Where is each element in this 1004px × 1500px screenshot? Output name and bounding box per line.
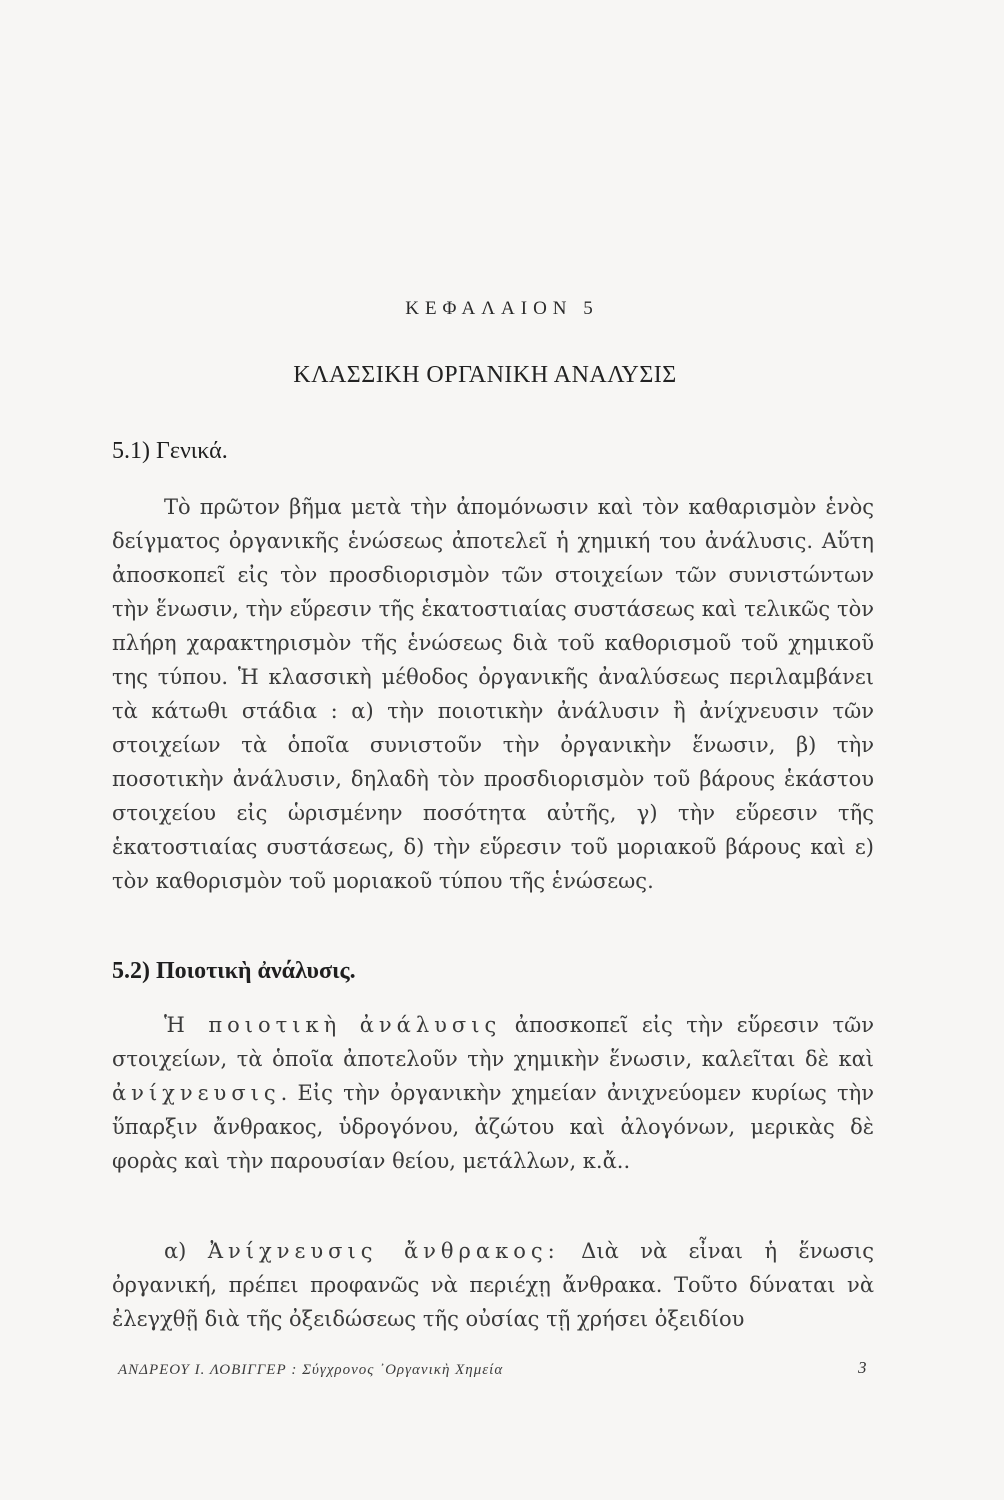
term-anichneusis: ἀνίχνευσις xyxy=(112,1081,281,1105)
section-5-2-paragraph xyxy=(112,1008,874,1178)
chapter-label: ΚΕΦΑΛΑΙΟΝ 5 xyxy=(405,298,599,319)
subsection-label: α) xyxy=(164,1239,208,1263)
section-5-1-paragraph: Τὸ πρῶτον βῆμα μετὰ τὴν ἀπομόνωσιν καὶ τὸν καθαρισμὸν ἑνὸς δείγματος ὀργανικῆς ἑνώσεως ἀποτελεῖ ἡ χημική του ἀνάλυσις. Αὕτη ἀποσκοπεῖ εἰς τὸν προσδιορισμὸν τῶν στοιχείων τῶν συνιστώντων τὴν ἕνωσιν, τὴν εὕρεσιν τῆς ἑκατοστιαίας συστάσεως καὶ τελικῶς τὸν πλήρη χαρακτηρισμὸν τῆς ἑνώσεως διὰ τοῦ καθορισμοῦ τοῦ χημικοῦ της τύπου. Ἡ κλασσικὴ μέθοδος ὀργανικῆς ἀναλύσεως περιλαμβάνει τὰ κάτωθι στάδια : α) τὴν ποιοτικὴν ἀνάλυσιν ἢ ἀνίχνευσιν τῶν στοιχείων τὰ ὁποῖα συνιστοῦν τὴν ὀργανικὴν ἕνωσιν, β) τὴν ποσοτικὴν ἀνάλυσιν, δηλαδὴ τὸν προσδιορισμὸν τοῦ βάρους ἑκάστου στοιχείου εἰς ὡρισμένην ποσότητα αὐτῆς, γ) τὴν εὕρεσιν τῆς ἑκατοστιαίας συστάσεως, δ) τὴν εὕρεσιν τοῦ μοριακοῦ βάρους καὶ ε) τὸν καθορισμὸν τοῦ μοριακοῦ τύπου τῆς ἑνώσεως. xyxy=(112,495,874,893)
section-heading-5-2: 5.2) Ποιοτικὴ ἀνάλυσις. xyxy=(112,958,356,984)
term-poiotiki-analysis: Ἡ ποιοτικὴ ἀνάλυσις xyxy=(164,1013,502,1037)
subsection-carbon-paragraph xyxy=(112,1234,874,1336)
subsection-text: Διὰ νὰ εἶναι ἡ ἕνωσις ὀργανική, πρέπει προφανῶς νὰ περιέχῃ ἄνθρακα. Τοῦτο δύναται νὰ ἐλεγχθῇ διὰ τῆς ὀξειδώσεως τῆς οὐσίας τῇ χρήσει ὀξειδίου xyxy=(112,1239,874,1331)
paragraph-text-part-2: . Εἰς τὴν ὀργανικὴν χημείαν ἀνιχνεύομεν κυρίως τὴν ὕπαρξιν ἄνθρακος, ὑδρογόνου, ἀζώτου καὶ ἀλογόνων, μερικὰς δὲ φορὰς καὶ τὴν παρουσίαν θείου, μετάλλων, κ.ἄ.. xyxy=(112,1081,874,1173)
page-number: 3 xyxy=(858,1358,867,1377)
paragraph-text-part-1: ἀποσκοπεῖ εἰς τὴν εὕρεσιν τῶν στοιχείων, τὰ ὁποῖα ἀποτελοῦν τὴν χημικὴν ἕνωσιν, καλεῖται δὲ καὶ xyxy=(112,1013,874,1071)
running-footer-title: ΑΝΔΡΕΟΥ Ι. ΛΟΒΙΓΓΕΡ : Σύγχρονος ᾿Οργανικὴ Χημεία xyxy=(118,1362,504,1378)
chapter-title: ΚΛΑΣΣΙΚΗ ΟΡΓΑΝΙΚΗ ΑΝΑΛΥΣΙΣ xyxy=(293,362,677,388)
term-anichneusis-anthrakos: Ἀνίχνευσις ἄνθρακος: xyxy=(207,1239,560,1263)
section-heading-5-1: 5.1) Γενικά. xyxy=(112,438,228,464)
